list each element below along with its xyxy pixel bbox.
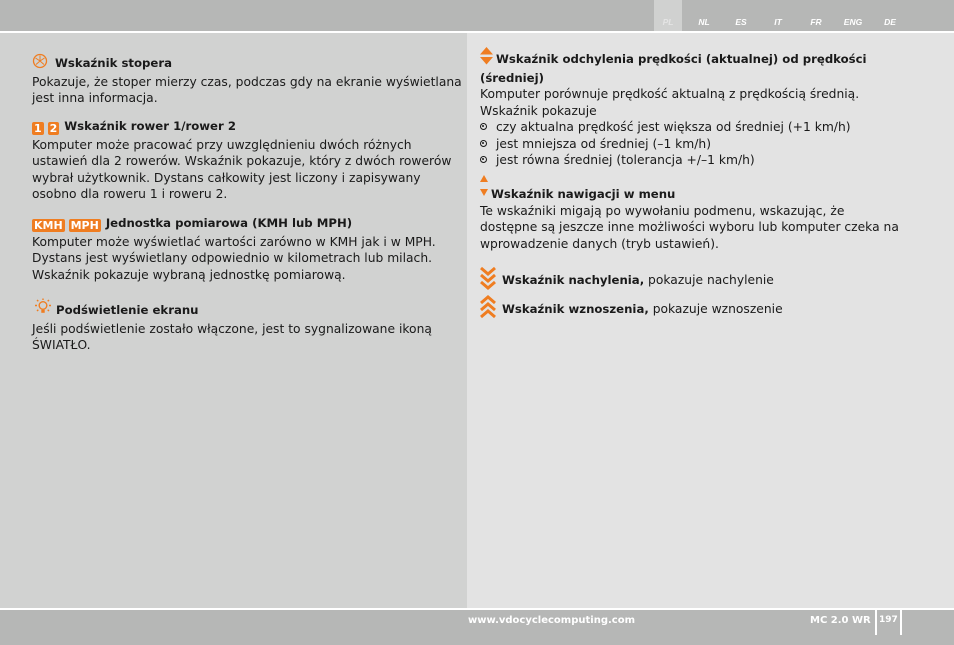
lang-tab-nl[interactable]: NL <box>698 17 710 27</box>
lightbulb-icon <box>32 298 54 321</box>
list-item: jest równa średniej (tolerancja +/–1 km/h) <box>480 152 900 169</box>
descent-chevrons-icon <box>480 266 496 295</box>
up-down-arrow-icon <box>480 47 493 70</box>
list-item: czy aktualna prędkość jest większa od średniej (+1 km/h) <box>480 119 900 136</box>
bike-2-badge: 2 <box>49 122 58 135</box>
stopwatch-line-1: Pokazuje, że stoper mierzy czas, podczas gdy na ekranie wyświetlana <box>32 74 462 89</box>
descent-text: pokazuje nachylenie <box>644 273 774 287</box>
backlight-line-2: ŚWIATŁO. <box>32 338 91 352</box>
stopwatch-icon <box>32 53 50 74</box>
bullet-icon <box>480 140 487 147</box>
section-descent <box>480 266 900 295</box>
list-item: jest mniejsza od średniej (–1 km/h) <box>480 136 900 153</box>
bike-line-4: osobno dla roweru 1 i roweru 2. <box>32 187 228 201</box>
footer-divider <box>900 610 902 635</box>
descent-heading: Wskaźnik nachylenia, <box>502 273 645 287</box>
speed-bullet-list <box>480 119 900 169</box>
footer-model: MC 2.0 WR <box>810 615 871 626</box>
speed-line-1: Komputer porównuje prędkość aktualną z prędkością średnią. <box>480 87 860 101</box>
section-stopwatch <box>32 53 462 107</box>
footer-url-link[interactable]: www.vdocyclecomputing.com <box>468 615 636 626</box>
backlight-heading: Podświetlenie ekranu <box>56 303 199 317</box>
section-speed-deviation <box>480 47 900 169</box>
bike-line-1: Komputer może pracować przy uwzględnieniu dwóch różnych <box>32 137 412 152</box>
lang-tab-pl[interactable]: PL <box>654 0 682 31</box>
lang-tab-es[interactable]: ES <box>735 17 747 27</box>
kmh-badge: KMH <box>34 219 63 232</box>
bike-line-3: wybrał użytkownik. Dystans całkowity jest liczony i zapisywany <box>32 170 421 185</box>
page-number: 197 <box>879 615 898 625</box>
unit-line-3: Wskaźnik pokazuje wybraną jednostkę pomiarową. <box>32 267 346 282</box>
backlight-line-1: Jeśli podświetlenie zostało włączone, jest to sygnalizowane ikoną <box>32 321 432 336</box>
stopwatch-heading: Wskaźnik stopera <box>55 56 172 70</box>
stopwatch-line-2: jest inna informacja. <box>32 91 158 105</box>
top-bar <box>0 0 954 31</box>
unit-line-2: Dystans jest wyświetlany odpowiednio w kilometrach lub milach. <box>32 251 433 265</box>
bullet-icon <box>480 123 487 130</box>
bike-line-2: ustawień dla 2 rowerów. Wskaźnik pokazuje, który z dwóch rowerów <box>32 154 452 168</box>
ascent-text: pokazuje wznoszenie <box>648 302 783 316</box>
ascent-heading: Wskaźnik wznoszenia, <box>502 302 649 316</box>
speed-heading-line-2: (średniej) <box>480 70 544 85</box>
nav-arrows-icon <box>480 175 489 202</box>
section-backlight <box>32 298 462 354</box>
lang-tab-eng[interactable]: ENG <box>843 17 863 27</box>
bike-1-badge: 1 <box>34 122 42 135</box>
bike-number-icon <box>32 120 59 137</box>
lang-tab-de[interactable]: DE <box>884 17 896 27</box>
section-unit <box>32 215 462 283</box>
bullet-icon <box>480 156 487 163</box>
nav-line-1: Te wskaźniki migają po wywołaniu podmenu, wskazując, że <box>480 203 845 218</box>
footer-divider <box>875 610 877 635</box>
ascent-chevrons-icon <box>480 295 496 324</box>
unit-heading: Jednostka pomiarowa (KMH lub MPH) <box>105 216 353 230</box>
speed-heading-line-1: Wskaźnik odchylenia prędkości (aktualnej) od prędkości <box>496 52 867 66</box>
speed-line-2: Wskaźnik pokazuje <box>480 103 597 118</box>
lang-tab-it[interactable]: IT <box>774 17 782 27</box>
unit-line-1: Komputer może wyświetlać wartości zarówno w KMH jak i w MPH. <box>32 234 436 249</box>
section-menu-navigation <box>480 175 900 252</box>
mph-badge: MPH <box>70 219 99 232</box>
nav-heading: Wskaźnik nawigacji w menu <box>491 187 676 201</box>
nav-line-2: dostępne są jeszcze inne możliwości wyboru lub komputer czeka na <box>480 220 899 234</box>
nav-line-3: wprowadzenie danych (tryb ustawień). <box>480 236 719 251</box>
section-bike <box>32 118 462 203</box>
unit-icon <box>32 217 101 234</box>
footer <box>0 610 954 645</box>
bike-heading: Wskaźnik rower 1/rower 2 <box>64 119 236 133</box>
section-ascent <box>480 295 900 324</box>
lang-tab-fr[interactable]: FR <box>810 17 822 27</box>
